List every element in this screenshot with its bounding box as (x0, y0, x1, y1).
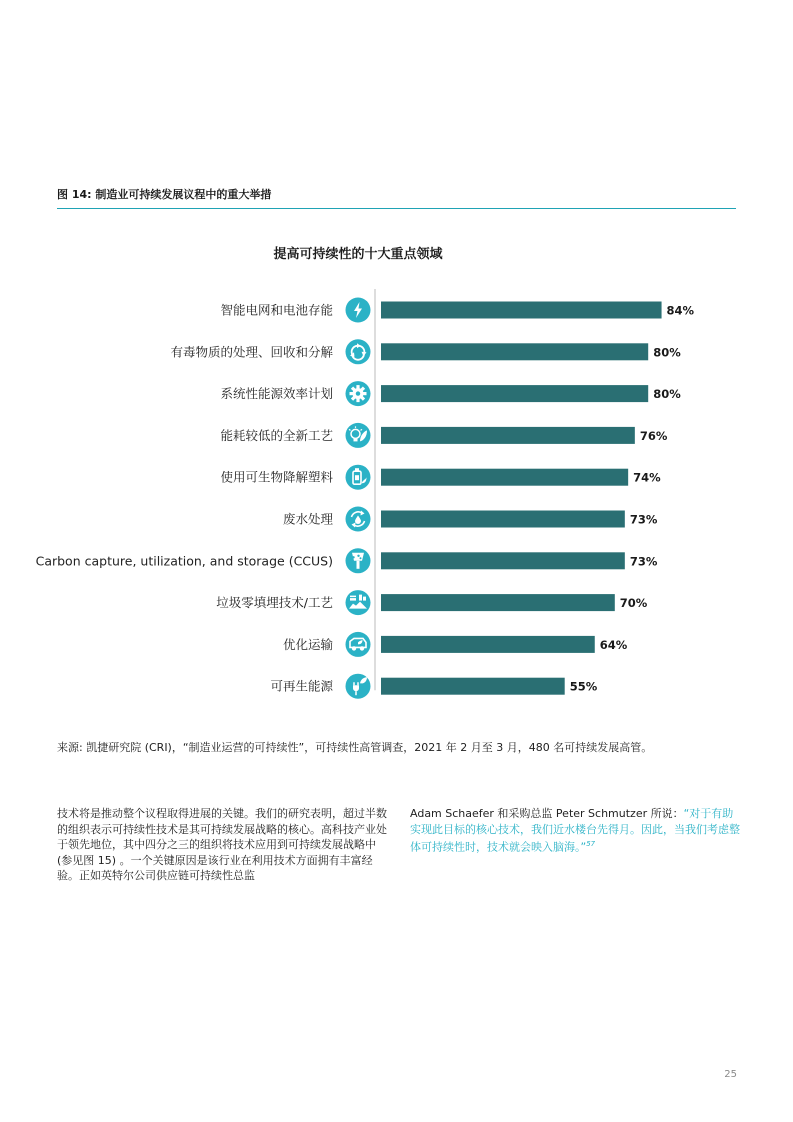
bar (381, 511, 625, 528)
figure-title: 图 14: 制造业可持续发展议程中的重大举措 (57, 188, 272, 201)
value-label: 80% (653, 345, 681, 360)
category-label: 垃圾零填埋技术/工艺 (216, 595, 333, 611)
bar (381, 552, 625, 569)
water-cycle-icon (346, 507, 371, 532)
bar (381, 469, 628, 486)
value-label: 64% (599, 637, 628, 652)
category-label: 废水处理 (282, 511, 333, 527)
body-right-intro: Adam Schaefer 和采购总监 Peter Schmutzer 所说： (410, 807, 684, 820)
chart-title: 提高可持续性的十大重点领域 (273, 247, 443, 262)
bar (381, 636, 595, 653)
quote-text: “对于有助实现此目标的核心技术，我们近水楼台先得月。因此，当我们考虑整体可持续性时，技术就会映入脑海。” (410, 807, 740, 854)
bar (381, 343, 648, 360)
body-text-left: 技术将是推动整个议程取得进展的关键。我们的研究表明，超过半数的组织表示可持续性技术是其可持续发展战略的核心。高科技产业处于领先地位，其中四分之三的组织将技术应用到可持续发展战略中 (参见图 15) 。一个关键原因是该行业在利用技术方面拥有丰富经验。正如英特尔公司供应链可持续性总监 (57, 807, 387, 882)
bottle-icon (346, 465, 371, 490)
value-label: 70% (619, 596, 648, 611)
value-label: 80% (653, 387, 681, 402)
category-label: Carbon capture, utilization, and storage (CCUS) (35, 553, 333, 569)
landfill-icon (346, 590, 371, 615)
body-text-right (410, 806, 740, 855)
bulb-leaf-icon (346, 423, 371, 448)
plug-leaf-icon (346, 674, 371, 699)
value-label: 74% (633, 470, 661, 485)
lightning-icon (346, 298, 371, 323)
bar (381, 302, 662, 319)
category-label: 使用可生物降解塑料 (220, 469, 333, 485)
category-label: 有毒物质的处理、回收和分解 (170, 344, 333, 360)
category-label: 能耗较低的全新工艺 (220, 427, 333, 443)
value-label: 76% (639, 428, 668, 443)
category-label: 可再生能源 (270, 678, 333, 694)
bar (381, 427, 635, 444)
category-label: 系统性能源效率计划 (220, 386, 333, 402)
category-label: 智能电网和电池存能 (220, 302, 333, 318)
bar (381, 678, 565, 695)
source-note: 来源: 凯捷研究院 (CRI)，“制造业运营的可持续性”，可持续性高管调查，2021 年 2 月至 3 月，480 名可持续发展高管。 (57, 741, 653, 754)
category-label: 优化运输 (282, 636, 333, 652)
value-label: 84% (666, 303, 695, 318)
value-label: 73% (629, 512, 658, 527)
page-number: 25 (724, 1069, 737, 1080)
gear-icon (346, 381, 371, 406)
vehicle-icon (346, 632, 371, 657)
capture-icon (346, 548, 371, 573)
value-label: 55% (569, 679, 598, 694)
bar (381, 594, 615, 611)
recycle-icon (346, 339, 371, 364)
footnote-ref: 57 (586, 840, 596, 848)
bar (381, 385, 648, 402)
value-label: 73% (629, 554, 658, 569)
